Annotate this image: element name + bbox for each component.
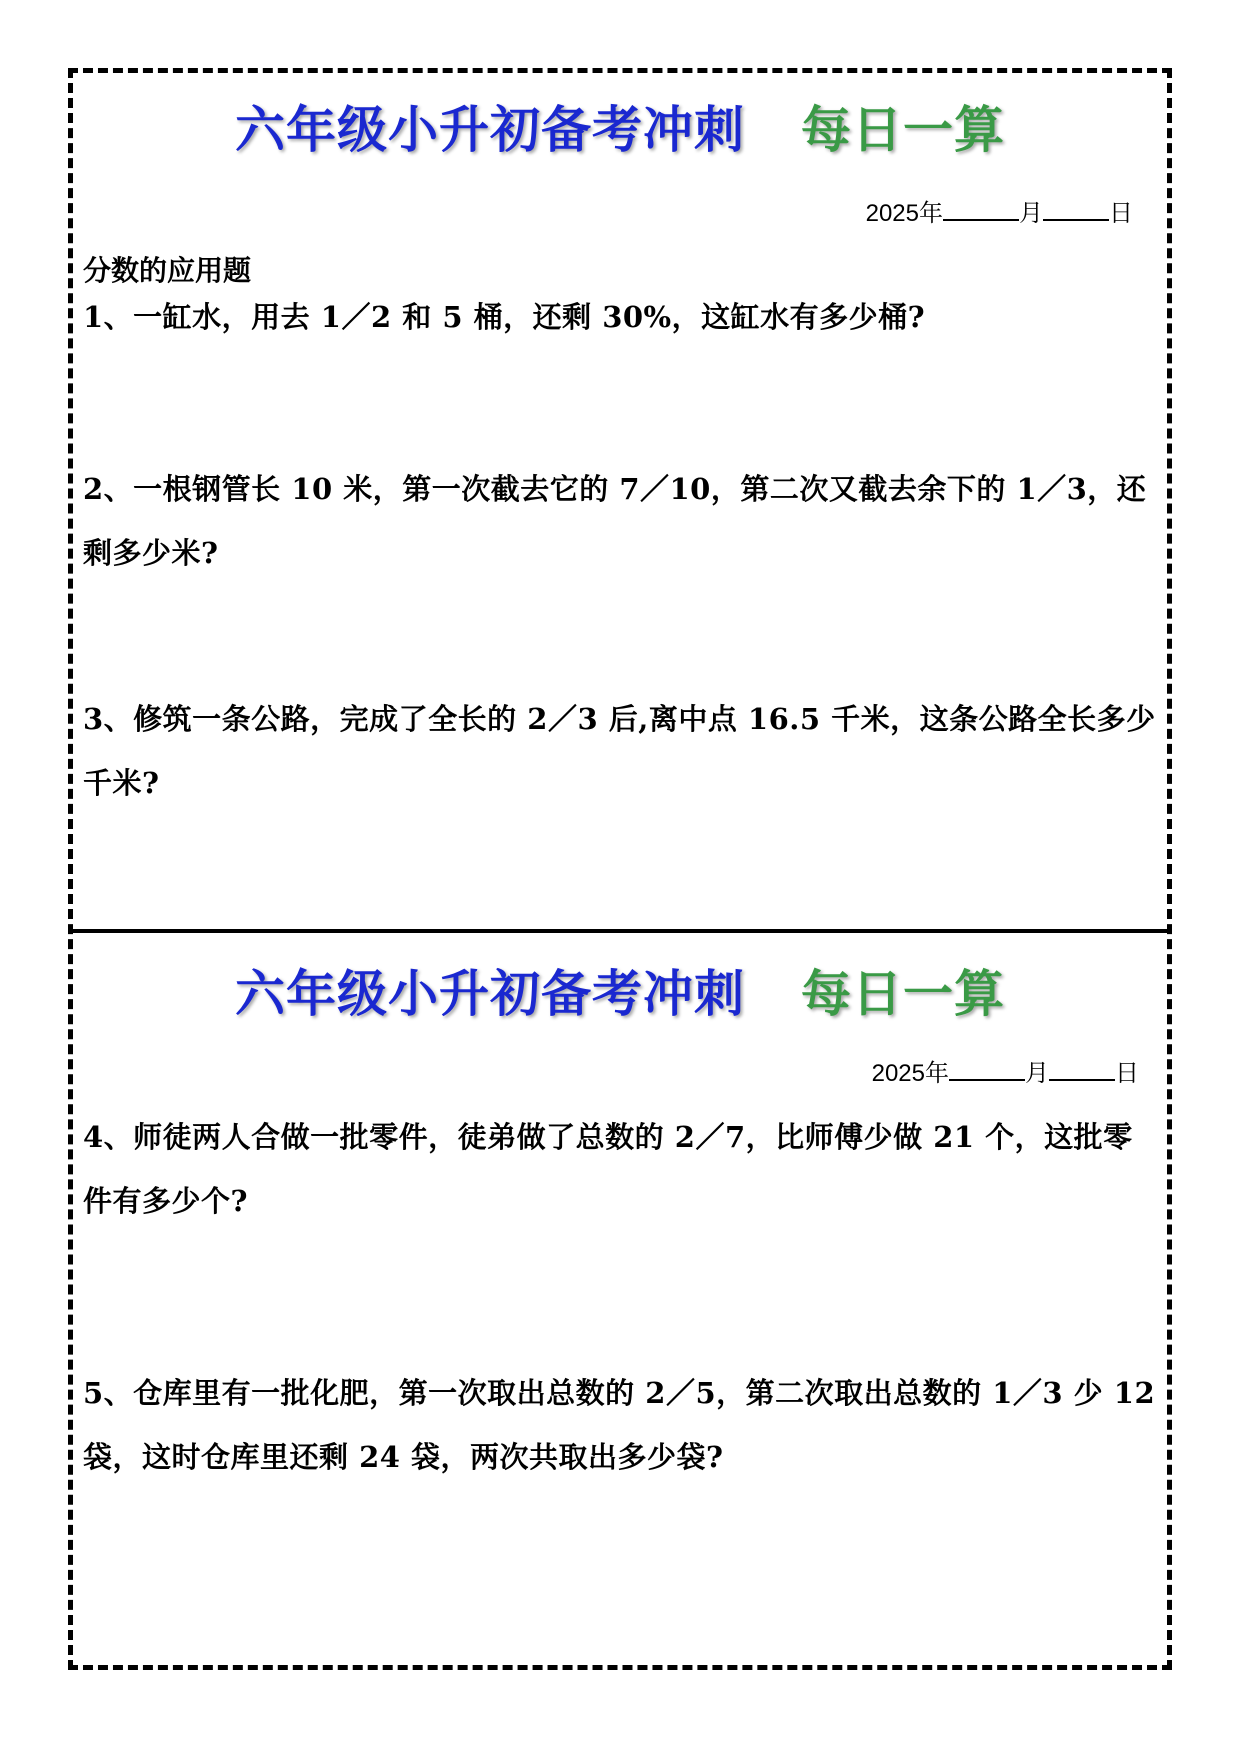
question-5: 5、仓库里有一批化肥，第一次取出总数的 2／5，第二次取出总数的 1／3 少 12 袋，这时仓库里还剩 24 袋，两次共取出多少袋?	[83, 1376, 1156, 1474]
date-month: 月	[1019, 200, 1043, 227]
question-2: 2、一根钢管长 10 米，第一次截去它的 7／10，第二次又截去余下的 1／3，还剩多少米?	[83, 472, 1147, 570]
question-1: 1、一缸水，用去 1／2 和 5 桶，还剩 30%，这缸水有多少桶?	[83, 300, 926, 334]
question-3: 3、修筑一条公路，完成了全长的 2／3 后,离中点 16.5 千米，这条公路全长多少千米?	[83, 702, 1156, 800]
question-4: 4、师徒两人合做一批零件，徒弟做了总数的 2／7，比师傅少做 21 个，这批零件有多少个?	[83, 1120, 1133, 1218]
date-day: 日	[1115, 1060, 1139, 1087]
date-day: 日	[1109, 200, 1133, 227]
date-month: 月	[1025, 1060, 1049, 1087]
date-year: 2025年	[865, 200, 943, 227]
topic-heading: 分数的应用题	[83, 254, 252, 287]
date-line	[872, 1053, 1139, 1088]
worksheet-section-2	[73, 937, 1167, 1667]
day-blank[interactable]	[1043, 201, 1109, 221]
title-sub: 每日一算	[801, 964, 1005, 1023]
date-year: 2025年	[871, 1060, 949, 1087]
month-blank[interactable]	[943, 201, 1019, 221]
section-title	[73, 959, 1167, 1029]
title-sub: 每日一算	[801, 100, 1005, 159]
worksheet-border	[68, 68, 1172, 1670]
title-main: 六年级小升初备考冲刺	[235, 964, 745, 1023]
worksheet-section-1	[73, 73, 1167, 933]
month-blank[interactable]	[949, 1061, 1025, 1081]
section-divider	[68, 929, 1172, 933]
section-title	[73, 95, 1167, 165]
day-blank[interactable]	[1049, 1061, 1115, 1081]
date-line	[866, 193, 1133, 228]
title-main: 六年级小升初备考冲刺	[235, 100, 745, 159]
